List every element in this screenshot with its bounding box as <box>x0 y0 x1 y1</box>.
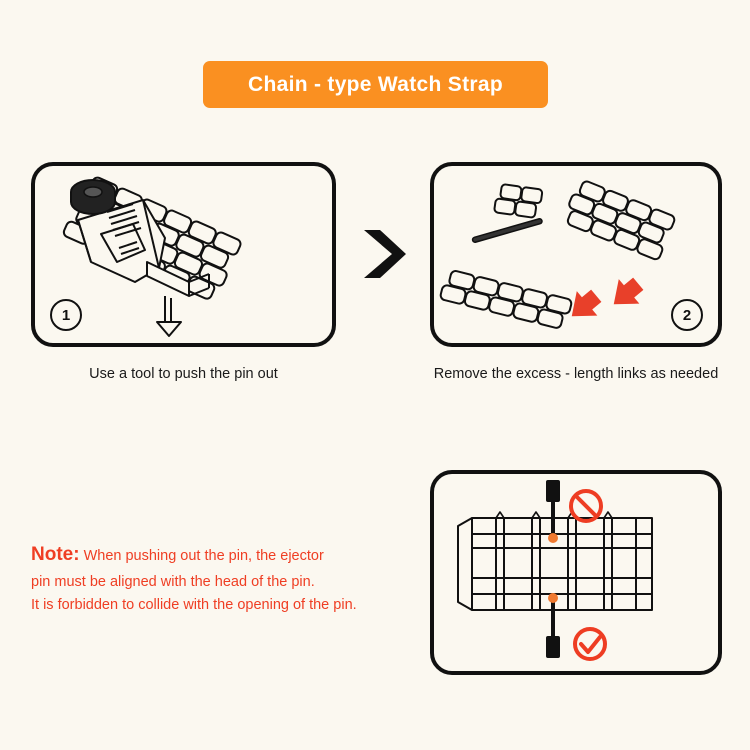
step-1-panel <box>31 162 336 347</box>
approved-sign-icon <box>575 629 605 659</box>
pin-alignment-detail-illustration <box>434 474 718 671</box>
note-line-2: pin must be aligned with the head of the pin. <box>31 573 315 590</box>
step-1-caption: Use a tool to push the pin out <box>89 366 278 382</box>
step-2-caption: Remove the excess - length links as needed <box>433 366 719 382</box>
step-1-badge: 1 <box>50 299 82 331</box>
page-title: Chain - type Watch Strap <box>248 72 503 96</box>
note-line-1: When pushing out the pin, the ejector <box>83 548 324 564</box>
flow-arrow-icon <box>358 228 408 280</box>
step-2-badge: 2 <box>671 299 703 331</box>
note-label: Note: <box>31 544 80 565</box>
note-line-3: It is forbidden to collide with the opening of the pin. <box>31 597 357 614</box>
title-banner <box>203 61 548 108</box>
detail-panel <box>430 470 722 675</box>
step-2-panel <box>430 162 722 347</box>
prohibited-sign-icon <box>571 491 601 521</box>
note-first-line <box>31 540 411 571</box>
red-arrow-icon <box>603 271 648 316</box>
note-block <box>31 540 411 618</box>
